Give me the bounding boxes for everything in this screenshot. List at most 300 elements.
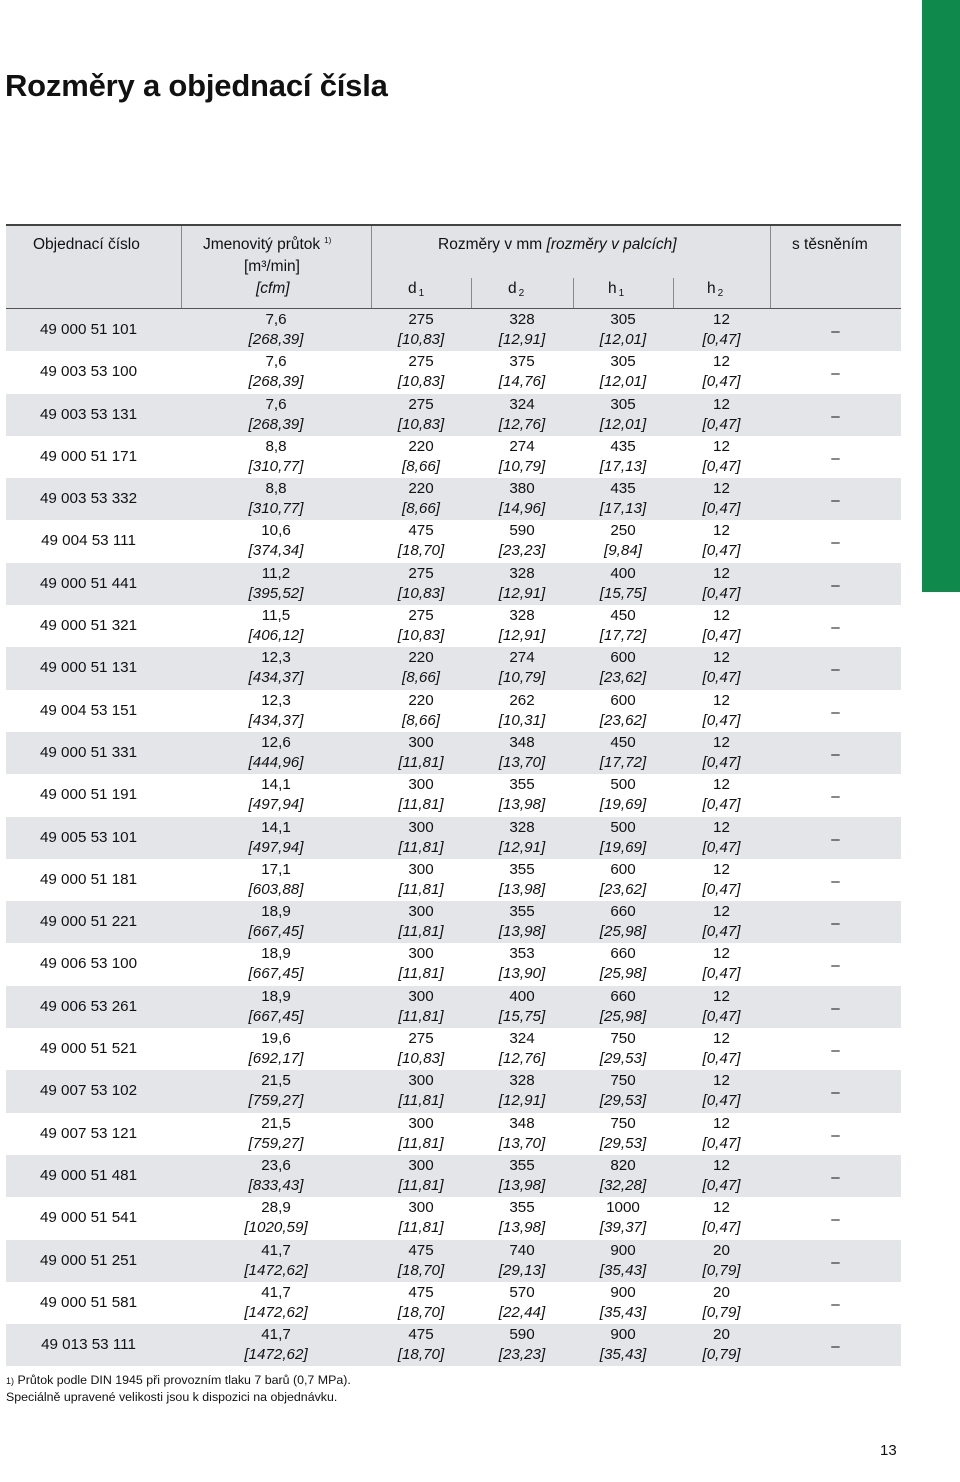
table-row — [6, 1028, 901, 1070]
flow-mm-cell: 21,5 — [261, 1114, 291, 1132]
h1-mm-cell: 450 — [610, 607, 636, 625]
flow-mm-cell: 14,1 — [261, 776, 291, 794]
order-number-cell: 49 000 51 541 — [39, 1209, 138, 1227]
flow-inch-cell: [692,17] — [248, 1050, 304, 1068]
table-row — [6, 1155, 901, 1197]
h2-inch-cell: [0,47] — [702, 796, 741, 814]
flow-mm-cell: 7,6 — [265, 353, 287, 371]
h2-inch-cell: [0,47] — [702, 711, 741, 729]
header-d1: d $_1$ — [408, 280, 425, 299]
h2-inch-cell: [0,79] — [702, 1261, 741, 1279]
table-row — [6, 901, 901, 943]
h1-mm-cell: 305 — [610, 353, 636, 371]
header-flow-unit-metric: [m³/min] — [244, 258, 300, 275]
order-number-cell: 49 000 51 251 — [39, 1251, 138, 1269]
seal-cell: – — [831, 1295, 840, 1313]
h2-inch-cell: [0,79] — [702, 1303, 741, 1321]
d1-inch-cell: [8,66] — [402, 669, 440, 687]
flow-inch-cell: [1472,62] — [244, 1346, 308, 1364]
h2-inch-cell: [0,47] — [702, 1007, 741, 1025]
flow-mm-cell: 18,9 — [261, 945, 291, 963]
d2-mm-cell: 262 — [509, 691, 535, 709]
flow-mm-cell: 12,6 — [261, 733, 291, 751]
d2-mm-cell: 400 — [509, 987, 535, 1005]
d1-inch-cell: [10,83] — [397, 1050, 445, 1068]
h2-inch-cell: [0,47] — [702, 669, 741, 687]
h1-inch-cell: [19,69] — [599, 796, 647, 814]
seal-cell: – — [831, 703, 840, 721]
h2-inch-cell: [0,47] — [702, 542, 741, 560]
table-row — [6, 436, 901, 478]
d1-mm-cell: 475 — [408, 1326, 434, 1344]
h2-mm-cell: 12 — [713, 395, 730, 413]
d1-mm-cell: 475 — [408, 1241, 434, 1259]
order-number-cell: 49 000 51 581 — [39, 1293, 138, 1311]
h1-inch-cell: [32,28] — [599, 1176, 647, 1194]
d1-inch-cell: [10,83] — [397, 415, 445, 433]
d1-mm-cell: 475 — [408, 522, 434, 540]
d1-inch-cell: [11,81] — [398, 1007, 444, 1025]
table-row — [6, 478, 901, 520]
h2-inch-cell: [0,47] — [702, 1050, 741, 1068]
d2-inch-cell: [13,70] — [498, 1134, 546, 1152]
seal-cell: – — [831, 957, 840, 975]
flow-mm-cell: 41,7 — [261, 1241, 291, 1259]
table-body — [6, 309, 901, 1366]
seal-cell: – — [831, 492, 840, 510]
order-number-cell: 49 006 53 100 — [39, 955, 138, 973]
seal-cell: – — [831, 407, 840, 425]
order-number-cell: 49 000 51 521 — [39, 1040, 138, 1058]
h2-mm-cell: 20 — [713, 1283, 730, 1301]
order-number-cell: 49 000 51 441 — [39, 574, 138, 592]
order-number-cell: 49 007 53 102 — [39, 1082, 138, 1100]
order-number-cell: 49 000 51 221 — [39, 913, 138, 931]
h2-inch-cell: [0,47] — [702, 584, 741, 602]
flow-inch-cell: [1472,62] — [244, 1303, 308, 1321]
h1-inch-cell: [23,62] — [599, 669, 647, 687]
h1-inch-cell: [35,43] — [599, 1261, 647, 1279]
table-row — [6, 1197, 901, 1239]
h1-inch-cell: [35,43] — [599, 1346, 647, 1364]
d1-mm-cell: 300 — [408, 1114, 434, 1132]
h1-mm-cell: 400 — [610, 564, 636, 582]
seal-cell: – — [831, 1168, 840, 1186]
flow-inch-cell: [434,37] — [248, 669, 304, 687]
h2-mm-cell: 12 — [713, 1072, 730, 1090]
flow-inch-cell: [374,34] — [248, 542, 304, 560]
h1-inch-cell: [19,69] — [599, 838, 647, 856]
flow-inch-cell: [1020,59] — [244, 1219, 308, 1237]
h2-mm-cell: 12 — [713, 818, 730, 836]
d2-mm-cell: 570 — [509, 1283, 535, 1301]
h1-mm-cell: 900 — [610, 1283, 636, 1301]
h1-inch-cell: [17,72] — [599, 627, 647, 645]
seal-cell: – — [831, 999, 840, 1017]
order-number-cell: 49 007 53 121 — [39, 1124, 138, 1142]
table-row — [6, 774, 901, 816]
table-row — [6, 309, 901, 351]
header-order-number: Objednací číslo — [33, 236, 140, 253]
flow-mm-cell: 8,8 — [265, 480, 287, 498]
flow-inch-cell: [434,37] — [248, 711, 304, 729]
d1-mm-cell: 275 — [408, 395, 434, 413]
d1-mm-cell: 300 — [408, 733, 434, 751]
order-number-cell: 49 000 51 191 — [39, 786, 138, 804]
table-row — [6, 690, 901, 732]
h2-inch-cell: [0,47] — [702, 1219, 741, 1237]
flow-inch-cell: [497,94] — [248, 838, 304, 856]
d1-mm-cell: 300 — [408, 1072, 434, 1090]
d1-mm-cell: 220 — [408, 480, 434, 498]
h1-mm-cell: 600 — [610, 860, 636, 878]
h1-inch-cell: [39,37] — [599, 1219, 647, 1237]
header-dimensions: Rozměry v mm [rozměry v palcích] — [438, 236, 677, 253]
h1-mm-cell: 600 — [610, 649, 636, 667]
order-number-cell: 49 004 53 111 — [41, 532, 136, 550]
d1-inch-cell: [11,81] — [398, 965, 444, 983]
order-number-cell: 49 004 53 151 — [39, 701, 138, 719]
h1-inch-cell: [23,62] — [599, 880, 647, 898]
flow-inch-cell: [667,45] — [248, 1007, 304, 1025]
seal-cell: – — [831, 1253, 840, 1271]
d2-inch-cell: [22,44] — [498, 1303, 546, 1321]
h2-inch-cell: [0,47] — [702, 373, 741, 391]
h1-inch-cell: [23,62] — [599, 711, 647, 729]
d1-inch-cell: [10,83] — [397, 584, 445, 602]
header-d2: d $_2$ — [508, 280, 525, 299]
flow-mm-cell: 12,3 — [261, 649, 291, 667]
h1-inch-cell: [17,13] — [599, 500, 647, 518]
d2-mm-cell: 355 — [509, 860, 535, 878]
flow-inch-cell: [759,27] — [248, 1134, 304, 1152]
d2-inch-cell: [12,76] — [498, 415, 546, 433]
flow-inch-cell: [310,77] — [248, 500, 304, 518]
d1-mm-cell: 475 — [408, 1283, 434, 1301]
flow-inch-cell: [268,39] — [248, 415, 304, 433]
d2-inch-cell: [10,79] — [498, 669, 546, 687]
h2-inch-cell: [0,47] — [702, 965, 741, 983]
h2-mm-cell: 20 — [713, 1241, 730, 1259]
flow-mm-cell: 7,6 — [265, 311, 287, 328]
seal-cell: – — [831, 1338, 840, 1356]
d1-mm-cell: 300 — [408, 1156, 434, 1174]
d2-mm-cell: 328 — [509, 311, 535, 328]
d2-mm-cell: 375 — [509, 353, 535, 371]
h2-mm-cell: 12 — [713, 903, 730, 921]
table-row — [6, 605, 901, 647]
d1-inch-cell: [11,81] — [398, 1134, 444, 1152]
h1-mm-cell: 660 — [610, 903, 636, 921]
h2-mm-cell: 12 — [713, 776, 730, 794]
d2-mm-cell: 740 — [509, 1241, 535, 1259]
d1-mm-cell: 220 — [408, 649, 434, 667]
h1-mm-cell: 750 — [610, 1030, 636, 1048]
h2-mm-cell: 12 — [713, 733, 730, 751]
flow-inch-cell: [268,39] — [248, 373, 304, 391]
h2-inch-cell: [0,47] — [702, 457, 741, 475]
order-number-cell: 49 005 53 101 — [39, 828, 138, 846]
order-number-cell: 49 006 53 261 — [39, 997, 138, 1015]
h1-inch-cell: [25,98] — [599, 923, 647, 941]
d1-mm-cell: 300 — [408, 945, 434, 963]
footnote-special-sizes: Speciálně upravené velikosti jsou k dispozici na objednávku. — [6, 1390, 338, 1404]
seal-cell: – — [831, 534, 840, 552]
d2-mm-cell: 324 — [509, 1030, 535, 1048]
d2-inch-cell: [10,31] — [498, 711, 546, 729]
d1-mm-cell: 300 — [408, 860, 434, 878]
order-number-cell: 49 000 51 331 — [39, 743, 138, 761]
d1-mm-cell: 275 — [408, 607, 434, 625]
seal-cell: – — [831, 323, 840, 340]
h1-mm-cell: 305 — [610, 395, 636, 413]
d1-inch-cell: [18,70] — [397, 1303, 445, 1321]
d1-inch-cell: [10,83] — [397, 373, 445, 391]
seal-cell: – — [831, 872, 840, 890]
h2-inch-cell: [0,47] — [702, 500, 741, 518]
footnote-flow: 1) Průtok podle DIN 1945 při provozním tlaku 7 barů (0,7 MPa). — [6, 1373, 351, 1387]
d1-inch-cell: [18,70] — [397, 1261, 445, 1279]
h1-inch-cell: [35,43] — [599, 1303, 647, 1321]
h2-mm-cell: 12 — [713, 945, 730, 963]
header-flow-unit-imperial: [cfm] — [256, 280, 290, 297]
d2-mm-cell: 348 — [509, 1114, 535, 1132]
h2-inch-cell: [0,47] — [702, 753, 741, 771]
d1-mm-cell: 300 — [408, 987, 434, 1005]
header-h2: h $_2$ — [707, 280, 724, 299]
table-row — [6, 647, 901, 689]
d1-mm-cell: 275 — [408, 1030, 434, 1048]
d2-mm-cell: 328 — [509, 818, 535, 836]
flow-mm-cell: 8,8 — [265, 437, 287, 455]
d1-mm-cell: 300 — [408, 818, 434, 836]
order-number-cell: 49 003 53 131 — [39, 405, 138, 423]
table-row — [6, 986, 901, 1028]
seal-cell: – — [831, 619, 840, 637]
h1-mm-cell: 900 — [610, 1241, 636, 1259]
flow-mm-cell: 19,6 — [261, 1030, 291, 1048]
flow-inch-cell: [395,52] — [248, 584, 304, 602]
flow-inch-cell: [759,27] — [248, 1092, 304, 1110]
d1-mm-cell: 220 — [408, 437, 434, 455]
order-number-cell: 49 000 51 131 — [39, 659, 138, 677]
d1-mm-cell: 275 — [408, 564, 434, 582]
h2-mm-cell: 12 — [713, 353, 730, 371]
h1-mm-cell: 600 — [610, 691, 636, 709]
h2-mm-cell: 12 — [713, 691, 730, 709]
seal-cell: – — [831, 365, 840, 383]
flow-mm-cell: 41,7 — [261, 1326, 291, 1344]
flow-mm-cell: 21,5 — [261, 1072, 291, 1090]
d2-mm-cell: 328 — [509, 1072, 535, 1090]
h2-mm-cell: 12 — [713, 311, 730, 328]
h2-mm-cell: 12 — [713, 522, 730, 540]
d1-inch-cell: [10,83] — [397, 331, 445, 348]
h1-mm-cell: 750 — [610, 1114, 636, 1132]
h2-inch-cell: [0,47] — [702, 923, 741, 941]
h2-inch-cell: [0,79] — [702, 1346, 741, 1364]
d2-mm-cell: 328 — [509, 607, 535, 625]
flow-mm-cell: 41,7 — [261, 1283, 291, 1301]
d2-inch-cell: [13,70] — [498, 753, 546, 771]
h1-inch-cell: [15,75] — [599, 584, 647, 602]
d2-mm-cell: 324 — [509, 395, 535, 413]
flow-mm-cell: 11,2 — [261, 564, 291, 582]
flow-mm-cell: 18,9 — [261, 903, 291, 921]
d2-inch-cell: [13,90] — [498, 965, 546, 983]
h2-mm-cell: 12 — [713, 480, 730, 498]
d2-inch-cell: [12,91] — [498, 331, 546, 348]
flow-inch-cell: [833,43] — [248, 1176, 304, 1194]
seal-cell: – — [831, 576, 840, 594]
seal-cell: – — [831, 915, 840, 933]
h1-inch-cell: [29,53] — [599, 1050, 647, 1068]
table-row — [6, 1324, 901, 1366]
d1-mm-cell: 300 — [408, 903, 434, 921]
flow-mm-cell: 28,9 — [261, 1199, 291, 1217]
h1-inch-cell: [17,72] — [599, 753, 647, 771]
h1-inch-cell: [25,98] — [599, 965, 647, 983]
order-number-cell: 49 003 53 332 — [39, 490, 138, 508]
seal-cell: – — [831, 1126, 840, 1144]
d1-inch-cell: [11,81] — [398, 753, 444, 771]
h1-inch-cell: [29,53] — [599, 1092, 647, 1110]
d2-mm-cell: 355 — [509, 1156, 535, 1174]
d2-inch-cell: [13,98] — [498, 1176, 546, 1194]
d1-inch-cell: [11,81] — [398, 838, 444, 856]
h1-mm-cell: 660 — [610, 945, 636, 963]
d2-mm-cell: 590 — [509, 1326, 535, 1344]
flow-inch-cell: [667,45] — [248, 923, 304, 941]
flow-inch-cell: [497,94] — [248, 796, 304, 814]
flow-mm-cell: 12,3 — [261, 691, 291, 709]
dimensions-table — [6, 224, 901, 1366]
d1-inch-cell: [18,70] — [397, 542, 445, 560]
d2-inch-cell: [12,91] — [498, 584, 546, 602]
d1-inch-cell: [11,81] — [398, 923, 444, 941]
h1-inch-cell: [9,84] — [604, 542, 642, 560]
flow-inch-cell: [1472,62] — [244, 1261, 308, 1279]
d2-inch-cell: [12,91] — [498, 627, 546, 645]
h2-mm-cell: 12 — [713, 564, 730, 582]
d2-inch-cell: [23,23] — [498, 542, 546, 560]
d1-mm-cell: 300 — [408, 776, 434, 794]
h1-inch-cell: [12,01] — [599, 373, 647, 391]
order-number-cell: 49 000 51 101 — [39, 321, 138, 338]
h2-mm-cell: 12 — [713, 1030, 730, 1048]
page-number: 13 — [880, 1442, 897, 1459]
h2-mm-cell: 12 — [713, 437, 730, 455]
d2-inch-cell: [23,23] — [498, 1346, 546, 1364]
table-row — [6, 943, 901, 985]
table-row — [6, 394, 901, 436]
h2-inch-cell: [0,47] — [702, 415, 741, 433]
flow-inch-cell: [406,12] — [248, 627, 304, 645]
order-number-cell: 49 013 53 111 — [41, 1336, 136, 1354]
seal-cell: – — [831, 1042, 840, 1060]
d2-inch-cell: [29,13] — [498, 1261, 546, 1279]
h1-mm-cell: 820 — [610, 1156, 636, 1174]
d1-mm-cell: 275 — [408, 311, 434, 328]
header-h1: h $_1$ — [608, 280, 625, 299]
h1-mm-cell: 305 — [610, 311, 636, 328]
h1-inch-cell: [17,13] — [599, 457, 647, 475]
header-seal: s těsněním — [792, 236, 868, 253]
h2-inch-cell: [0,47] — [702, 838, 741, 856]
seal-cell: – — [831, 449, 840, 467]
h2-mm-cell: 12 — [713, 860, 730, 878]
h1-mm-cell: 435 — [610, 480, 636, 498]
h2-mm-cell: 12 — [713, 607, 730, 625]
table-row — [6, 1113, 901, 1155]
h2-mm-cell: 12 — [713, 1114, 730, 1132]
h2-mm-cell: 12 — [713, 649, 730, 667]
h1-inch-cell: [29,53] — [599, 1134, 647, 1152]
h2-inch-cell: [0,47] — [702, 1176, 741, 1194]
page-title: Rozměry a objednací čísla — [5, 68, 388, 103]
h1-mm-cell: 660 — [610, 987, 636, 1005]
footnotes — [6, 1372, 351, 1405]
d2-inch-cell: [13,98] — [498, 880, 546, 898]
h2-mm-cell: 20 — [713, 1326, 730, 1344]
h1-inch-cell: [12,01] — [599, 331, 647, 348]
h1-mm-cell: 250 — [610, 522, 636, 540]
h1-mm-cell: 500 — [610, 776, 636, 794]
d2-mm-cell: 353 — [509, 945, 535, 963]
d1-inch-cell: [11,81] — [398, 1176, 444, 1194]
d1-inch-cell: [11,81] — [398, 1219, 444, 1237]
seal-cell: – — [831, 1211, 840, 1229]
d2-mm-cell: 348 — [509, 733, 535, 751]
table-row — [6, 1240, 901, 1282]
order-number-cell: 49 000 51 481 — [39, 1166, 138, 1184]
flow-mm-cell: 23,6 — [261, 1156, 291, 1174]
seal-cell: – — [831, 830, 840, 848]
order-number-cell: 49 003 53 100 — [39, 363, 138, 381]
h2-inch-cell: [0,47] — [702, 1092, 741, 1110]
d2-mm-cell: 355 — [509, 776, 535, 794]
d2-inch-cell: [13,98] — [498, 1219, 546, 1237]
d1-mm-cell: 220 — [408, 691, 434, 709]
table-row — [6, 732, 901, 774]
d2-mm-cell: 274 — [509, 649, 535, 667]
table-row — [6, 1070, 901, 1112]
flow-inch-cell: [310,77] — [248, 457, 304, 475]
h1-mm-cell: 435 — [610, 437, 636, 455]
d1-mm-cell: 300 — [408, 1199, 434, 1217]
d2-inch-cell: [13,98] — [498, 796, 546, 814]
h2-inch-cell: [0,47] — [702, 1134, 741, 1152]
flow-mm-cell: 11,5 — [261, 607, 291, 625]
table-row — [6, 351, 901, 393]
seal-cell: – — [831, 1084, 840, 1102]
h1-mm-cell: 450 — [610, 733, 636, 751]
d1-inch-cell: [11,81] — [398, 1092, 444, 1110]
flow-inch-cell: [667,45] — [248, 965, 304, 983]
order-number-cell: 49 000 51 181 — [39, 870, 138, 888]
h2-mm-cell: 12 — [713, 987, 730, 1005]
header-flow: Jmenovitý průtok $^{1)}$ — [203, 236, 332, 253]
flow-inch-cell: [603,88] — [248, 880, 304, 898]
table-row — [6, 1282, 901, 1324]
d2-inch-cell: [12,76] — [498, 1050, 546, 1068]
flow-mm-cell: 14,1 — [261, 818, 291, 836]
d2-inch-cell: [14,96] — [498, 500, 546, 518]
d2-inch-cell: [10,79] — [498, 457, 546, 475]
table-row — [6, 817, 901, 859]
order-number-cell: 49 000 51 171 — [39, 447, 138, 465]
d2-mm-cell: 380 — [509, 480, 535, 498]
